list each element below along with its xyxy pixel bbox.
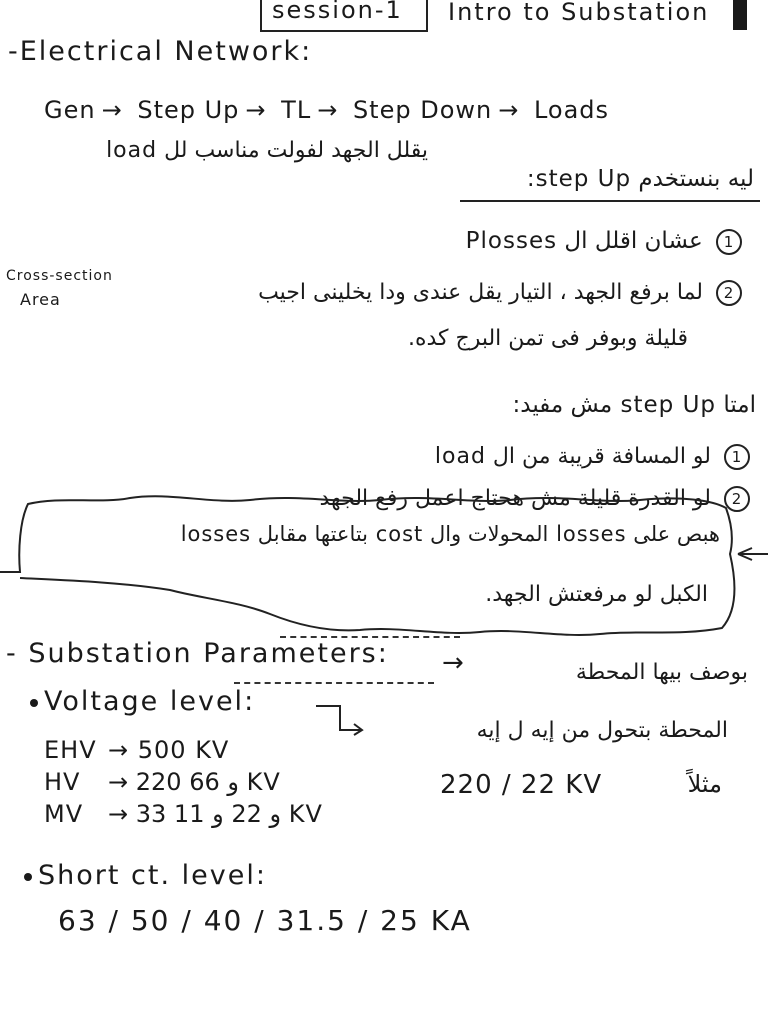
voltage-level-note: المحطة بتحول من إيه ل إيه (476, 718, 728, 743)
level-mv (44, 800, 323, 828)
cloud-outline (0, 496, 734, 635)
bullet-icon (24, 873, 32, 881)
not-useful-item-1-text: لو المسافة قريبة من ال load (434, 444, 711, 469)
bullet-icon (30, 699, 38, 707)
example-value: 220 / 22 KV (440, 770, 603, 800)
cloud-line-1: هبص على losses المحولات وال cost بتاعتها مقابل losses (180, 522, 720, 546)
network-flow (44, 96, 615, 124)
level-arrow-icon: → (108, 800, 129, 828)
why-item-2 (258, 280, 742, 306)
flow-arrow-icon: → (498, 96, 520, 124)
margin-note-area: Area (20, 290, 61, 309)
flow-arrow-icon: → (245, 96, 267, 124)
substation-parameters-heading: - Substation Parameters: (6, 638, 389, 669)
level-arrow-icon: → (108, 736, 130, 764)
flow-arrow-icon: → (101, 96, 123, 124)
why-item-2-line-1: لما برفع الجهد ، التيار يقل عندى ودا يخلينى اجيب (258, 280, 703, 305)
level-name: HV (44, 768, 81, 796)
cloud-arrow-icon (738, 548, 768, 560)
short-circuit-level-label (24, 860, 267, 891)
number-circle-icon: 2 (724, 486, 750, 512)
short-circuit-level-text: Short ct. level: (38, 860, 267, 891)
session-label: session-1 (272, 0, 403, 24)
level-ehv (44, 736, 229, 764)
why-step-up-heading: ليه بنستخدم step Up: (526, 166, 754, 192)
number-circle-icon: 1 (724, 444, 750, 470)
when-not-useful-heading: امتا step Up مش مفيد: (512, 392, 756, 418)
level-name: MV (44, 800, 84, 828)
heading-underline (460, 200, 760, 202)
cloud-bubble (0, 490, 768, 640)
parameters-arrow-icon: → (442, 648, 465, 678)
level-arrow-icon: → (108, 768, 129, 796)
step-down-note: يقلل الجهد لفولت مناسب لل load (106, 138, 428, 163)
why-item-1-text: عشان اقلل ال Plosses (465, 228, 703, 254)
not-useful-item-2-text: لو القدرة قليلة مش هحتاج اعمل رفع الجهد (319, 486, 711, 511)
flow-arrow-icon: → (317, 96, 339, 124)
parameters-meaning: بوصف بيها المحطة (575, 660, 748, 685)
elbow-arrow-icon (312, 702, 368, 736)
flow-step-down: Step Down (352, 96, 493, 124)
number-circle-icon: 1 (716, 229, 742, 255)
voltage-level-text: Voltage level: (44, 686, 256, 717)
why-item-1 (466, 228, 742, 255)
flow-gen: Gen (44, 96, 96, 124)
number-circle-icon: 2 (716, 280, 742, 306)
voltage-level-label (30, 686, 255, 717)
level-value: 220 و 66 KV (135, 768, 281, 796)
level-hv (44, 768, 281, 796)
level-name: EHV (44, 736, 97, 764)
why-item-2-line-2: قليلة وبوفر فى تمن البرج كده. (407, 326, 688, 351)
topic-title: Intro to Substation (448, 0, 710, 26)
short-circuit-values: 63 / 50 / 40 / 31.5 / 25 KA (58, 904, 472, 937)
example-word: مثلاً (687, 770, 722, 798)
not-useful-item-1 (435, 444, 750, 470)
level-value: 33 و 22 و 11 KV (135, 800, 323, 828)
flow-step-up: Step Up (137, 96, 240, 124)
page-corner-mark (733, 0, 747, 30)
level-value: 500 KV (137, 736, 230, 764)
electrical-network-heading: -Electrical Network: (8, 36, 313, 67)
flow-loads: Loads (533, 96, 610, 124)
cloud-line-2: الكبل لو مرفعتش الجهد. (485, 582, 708, 607)
margin-note-cross-section: Cross-section (6, 268, 113, 284)
dashed-underline (234, 682, 434, 684)
flow-tl: TL (281, 96, 312, 124)
